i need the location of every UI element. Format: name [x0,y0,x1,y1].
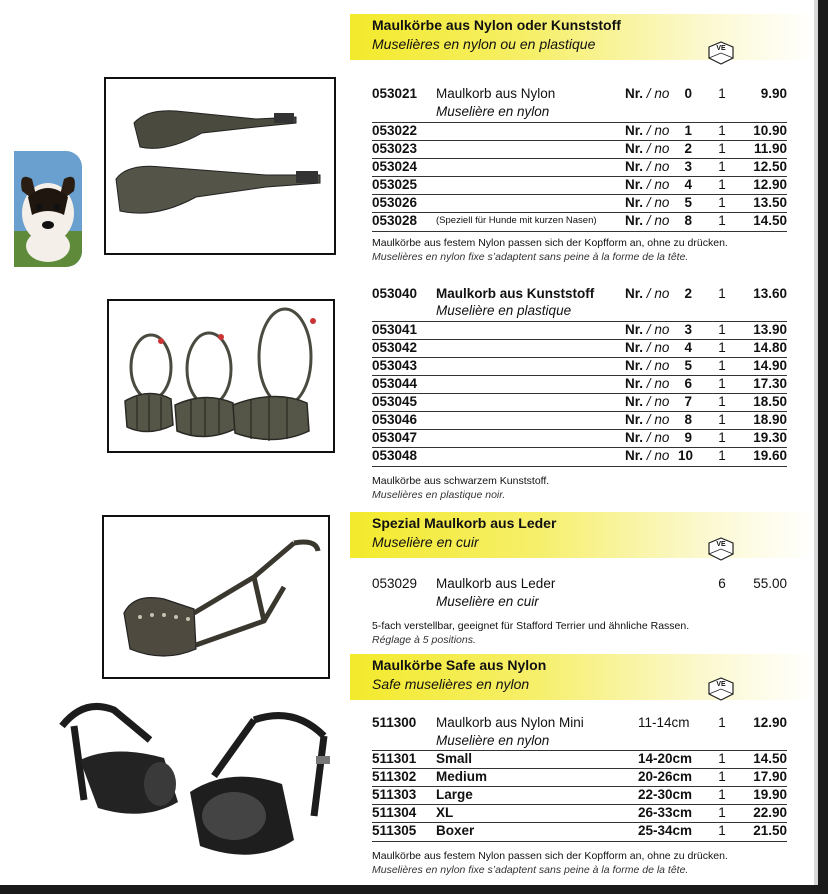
article-number: 053040 [372,286,418,301]
table-row [372,751,787,768]
size-number: 9 [684,430,692,445]
size-number: 2 [684,286,692,301]
product-name: XL [436,805,454,820]
price: 12.90 [753,715,787,730]
ve-qty: 1 [718,394,726,409]
section-title-fr: Safe muselières en nylon [372,676,530,692]
section-header-nylon-plastic [350,14,814,60]
table-row [372,823,787,840]
table-row [372,159,787,176]
product-name: Large [436,787,473,802]
price: 12.50 [753,159,787,174]
product-name-fr: Muselière en nylon [436,733,550,748]
nr-label: Nr. / no [625,394,670,409]
ve-qty: 1 [718,286,726,301]
description-fr: Muselières en nylon fixe s’adaptent sans peine à la forme de la tête. [372,864,689,876]
table-row [372,448,787,465]
table-row [372,787,787,804]
table-row [372,394,787,411]
table-row [372,141,787,158]
size-number: 1 [684,123,692,138]
nr-label: Nr. / no [625,123,670,138]
article-number: 511300 [372,715,417,730]
article-number: 053023 [372,141,418,156]
nr-label: Nr. / no [625,322,670,337]
ve-qty: 1 [718,141,726,156]
article-number: 053026 [372,195,418,210]
article-number: 511302 [372,769,417,784]
price: 21.50 [753,823,787,838]
ve-qty: 1 [718,769,726,784]
article-number: 053029 [372,576,418,591]
size-range: 22-30cm [638,787,693,802]
nr-label: Nr. / no [625,159,670,174]
article-number: 511303 [372,787,417,802]
page-border-right [818,0,828,894]
price: 17.30 [753,376,787,391]
ve-label: VE [716,541,726,548]
description-fr: Muselières en plastique noir. [372,489,506,501]
nr-label: Nr. / no [625,430,670,445]
nr-label: Nr. / no [625,340,670,355]
price: 14.50 [753,751,787,766]
ve-qty: 1 [718,123,726,138]
size-range: 26-33cm [638,805,693,820]
section-title-fr: Muselières en nylon ou en plastique [372,36,596,52]
price: 14.80 [753,340,787,355]
size-number: 6 [684,376,692,391]
size-range: 11-14cm [638,715,690,730]
nylon-muzzle-photo [104,77,336,255]
table-row [372,177,787,194]
size-number: 8 [684,213,692,228]
ve-label: VE [716,45,726,52]
ve-qty: 6 [718,576,726,591]
divider [372,231,787,232]
size-range: 25-34cm [638,823,693,838]
size-number: 8 [684,412,692,427]
article-number: 053021 [372,86,418,101]
ve-qty: 1 [718,213,726,228]
table-row [372,322,787,339]
size-number: 3 [684,159,692,174]
table-row [372,195,787,212]
article-number: 053043 [372,358,418,373]
description-fr: Réglage à 5 positions. [372,634,476,646]
ve-qty: 1 [718,86,726,101]
price: 13.90 [753,322,787,337]
description-fr: Muselières en nylon fixe s’adaptent sans peine à la forme de la tête. [372,251,689,263]
ve-qty: 1 [718,159,726,174]
table-row [372,286,787,303]
size-number: 7 [684,394,692,409]
article-number: 053045 [372,394,418,409]
table-row [372,430,787,447]
section-header-leather [350,512,814,558]
ve-qty: 1 [718,177,726,192]
ve-box-icon [706,536,736,562]
nr-label: Nr. / no [625,358,670,373]
table-row [372,340,787,357]
ve-qty: 1 [718,715,726,730]
ve-qty: 1 [718,376,726,391]
section-title-fr: Muselière en cuir [372,534,479,550]
size-number: 4 [684,340,692,355]
section-header-safe [350,654,814,700]
description-de: Maulkörbe aus festem Nylon passen sich der Kopfform an, ohne zu drücken. [372,237,728,249]
size-number: 4 [684,177,692,192]
section-title-de: Maulkörbe Safe aus Nylon [372,657,547,673]
product-name: Boxer [436,823,475,838]
table-row [372,123,787,140]
size-range: 14-20cm [638,751,693,766]
product-name-fr: Muselière en nylon [436,104,550,119]
article-number: 511301 [372,751,417,766]
ve-qty: 1 [718,340,726,355]
section-title-de: Spezial Maulkorb aus Leder [372,515,557,531]
price: 12.90 [753,177,787,192]
row-note: (Speziell für Hunde mit kurzen Nasen) [436,215,597,226]
table-row [372,412,787,429]
price: 13.50 [753,195,787,210]
nr-label: Nr. / no [625,141,670,156]
ve-qty: 1 [718,358,726,373]
size-number: 3 [684,322,692,337]
size-number: 5 [684,195,692,210]
article-number: 511304 [372,805,417,820]
nr-label: Nr. / no [625,177,670,192]
article-number: 053042 [372,340,418,355]
ve-qty: 1 [718,322,726,337]
size-number: 0 [684,86,692,101]
description-de: Maulkörbe aus schwarzem Kunststoff. [372,475,550,487]
page-border-bottom [0,885,828,894]
product-name-fr: Muselière en plastique [436,303,572,318]
table-row [372,805,787,822]
nr-label: Nr. / no [625,213,670,228]
article-number: 053022 [372,123,418,138]
description-de: 5-fach verstellbar, geeignet für Stafford Terrier und ähnliche Rassen. [372,620,690,632]
nr-label: Nr. / no [625,448,670,463]
divider [372,466,787,467]
product-name: Small [436,751,473,766]
nr-label: Nr. / no [625,376,670,391]
ve-qty: 1 [718,823,726,838]
ve-qty: 1 [718,412,726,427]
nr-label: Nr. / no [625,286,670,301]
ve-qty: 1 [718,195,726,210]
ve-label: VE [716,681,726,688]
divider [372,841,787,842]
table-row [372,376,787,393]
price: 19.60 [753,448,787,463]
product-name: Maulkorb aus Leder [436,576,556,591]
article-number: 053024 [372,159,418,174]
price: 11.90 [753,141,787,156]
size-range: 20-26cm [638,769,693,784]
size-number: 2 [684,141,692,156]
price: 19.90 [753,787,787,802]
price: 22.90 [753,805,787,820]
table-row [372,86,787,103]
product-name: Maulkorb aus Kunststoff [436,286,595,301]
price: 13.60 [753,286,787,301]
article-number: 053028 [372,213,418,228]
safe-muzzle-photo [54,696,340,876]
table-row [372,715,787,732]
price: 17.90 [753,769,787,784]
ve-box-icon [706,676,736,702]
size-number: 5 [684,358,692,373]
nr-label: Nr. / no [625,195,670,210]
dog-photo [14,151,82,267]
size-number: 10 [678,448,694,463]
plastic-muzzle-photo [107,299,335,453]
price: 14.50 [753,213,787,228]
ve-box-icon [706,40,736,66]
article-number: 053025 [372,177,418,192]
price: 18.50 [753,394,787,409]
table-row [372,213,787,230]
description-de: Maulkörbe aus festem Nylon passen sich der Kopfform an, ohne zu drücken. [372,850,728,862]
product-name-fr: Muselière en cuir [436,594,539,609]
price: 18.90 [753,412,787,427]
section-title-de: Maulkörbe aus Nylon oder Kunststoff [372,17,621,33]
ve-qty: 1 [718,448,726,463]
ve-qty: 1 [718,805,726,820]
article-number: 053048 [372,448,418,463]
article-number: 053046 [372,412,418,427]
ve-qty: 1 [718,430,726,445]
article-number: 053044 [372,376,418,391]
ve-qty: 1 [718,787,726,802]
article-number: 053047 [372,430,418,445]
article-number: 053041 [372,322,418,337]
leather-muzzle-photo [102,515,330,679]
price: 19.30 [753,430,787,445]
product-name: Medium [436,769,488,784]
price: 55.00 [753,576,787,591]
price: 10.90 [753,123,787,138]
table-row [372,576,787,593]
nr-label: Nr. / no [625,412,670,427]
ve-qty: 1 [718,751,726,766]
product-name: Maulkorb aus Nylon Mini [436,715,584,730]
product-name: Maulkorb aus Nylon [436,86,556,101]
nr-label: Nr. / no [625,86,670,101]
price: 9.90 [760,86,787,101]
price: 14.90 [753,358,787,373]
article-number: 511305 [372,823,417,838]
table-row [372,769,787,786]
table-row [372,358,787,375]
